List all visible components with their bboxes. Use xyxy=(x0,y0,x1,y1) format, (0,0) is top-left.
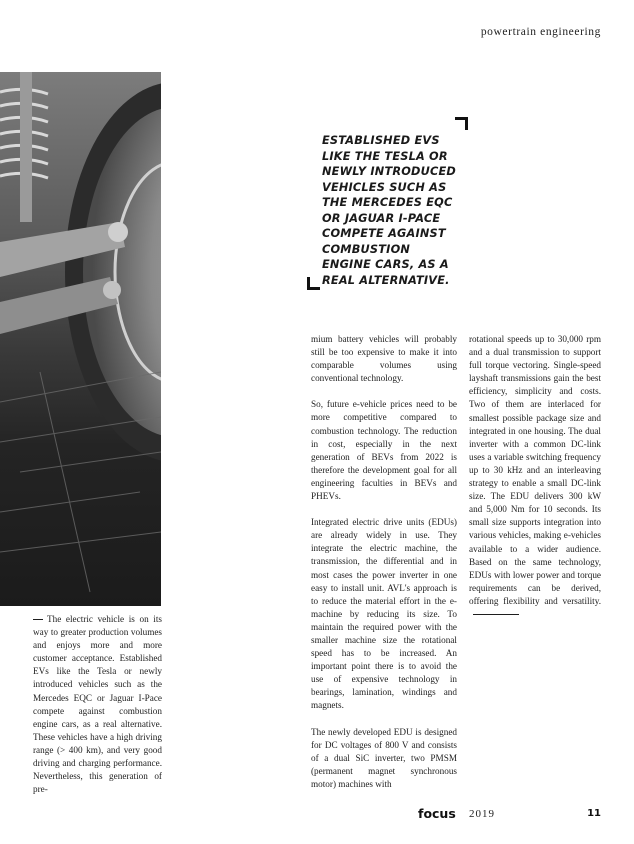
quote-bracket-bottom-left xyxy=(307,277,320,290)
body-paragraph xyxy=(469,333,601,621)
lead-dash xyxy=(33,619,43,620)
section-label: powertrain engineering xyxy=(480,26,601,38)
suspension-photo xyxy=(0,72,161,606)
body-column-left xyxy=(33,613,162,809)
body-paragraph xyxy=(33,613,162,796)
footer-year: 2019 xyxy=(469,808,495,820)
paragraph-text: The electric vehicle is on its way to greater production volumes and enjoys more and more customer acceptance. Established EVs like the Tesla or newly introduced vehicles such as the Mercedes EQC or Jaguar I-Pace compete against combustion engine cars, as a real alternative. These vehicles have a high driving range (> 400 km), and very good driving and charging performance. Nevertheless, this generation of pre- xyxy=(33,614,162,795)
paragraph-text: rotational speeds up to 30,000 rpm and a dual transmission to support full torque vectoring. Single-speed layshaft transmissions gain the best efficiency, simplicity and costs. Two of them are interlaced for smallest possible package size and integrated in one housing. The dual inverter with a common DC-link uses a variable switching frequency up to 30 kHz and an interleaving strategy to enable a small DC-link size. The EDU delivers 300 kW and 5,000 Nm for 10 seconds. Its small size supports integration into various vehicles, making e-vehicles available to a wider audience. Based on the same technology, EDUs with lower power and torque requirements can be derived, offering flexibility and versatility. xyxy=(469,334,601,606)
body-paragraph: mium battery vehicles will probably still be too expensive to make it into comparable volumes using conventional technology. xyxy=(311,334,457,384)
page-number: 11 xyxy=(587,808,601,819)
body-paragraph: Integrated electric drive units (EDUs) are already widely in use. They integrate the electric machine, the transmission, the differential and in most cases the power inverter in one easy to install unit. AVL's approach is to reduce the material effort in the e-machine by reducing its size. To maintain the required power with the smaller machine size the rotational speed has to be increased. An important point there is to avoid the use of expensive technology in bearings, lamination, windings and magnets. xyxy=(311,517,457,711)
body-column-middle xyxy=(311,333,457,804)
body-paragraph: The newly developed EDU is designed for DC voltages of 800 V and consists of a dual SiC inverter, two PMSM (permanent magnet synchronous motor) machines with xyxy=(311,726,457,789)
pull-quote: ESTABLISHED EVS LIKE THE TESLA OR NEWLY INTRODUCED VEHICLES SUCH AS THE MERCEDES EQC OR JAGUAR I-PACE COMPETE AGAINST COMBUSTION ENGINE CARS, AS A REAL ALTERNATIVE. xyxy=(322,134,456,287)
suspension-photo-art xyxy=(0,72,161,606)
end-of-article-rule xyxy=(473,614,519,615)
body-column-right xyxy=(469,333,601,634)
quote-bracket-top-right xyxy=(455,117,468,130)
body-paragraph: So, future e-vehicle prices need to be more competitive compared to combustion technology. The reduction in cost, especially in the next generation of BEVs from 2022 is therefore the development goal for all engineering faculties in BEVs and PHEVs. xyxy=(311,399,457,502)
footer-brand: focus xyxy=(418,806,456,821)
